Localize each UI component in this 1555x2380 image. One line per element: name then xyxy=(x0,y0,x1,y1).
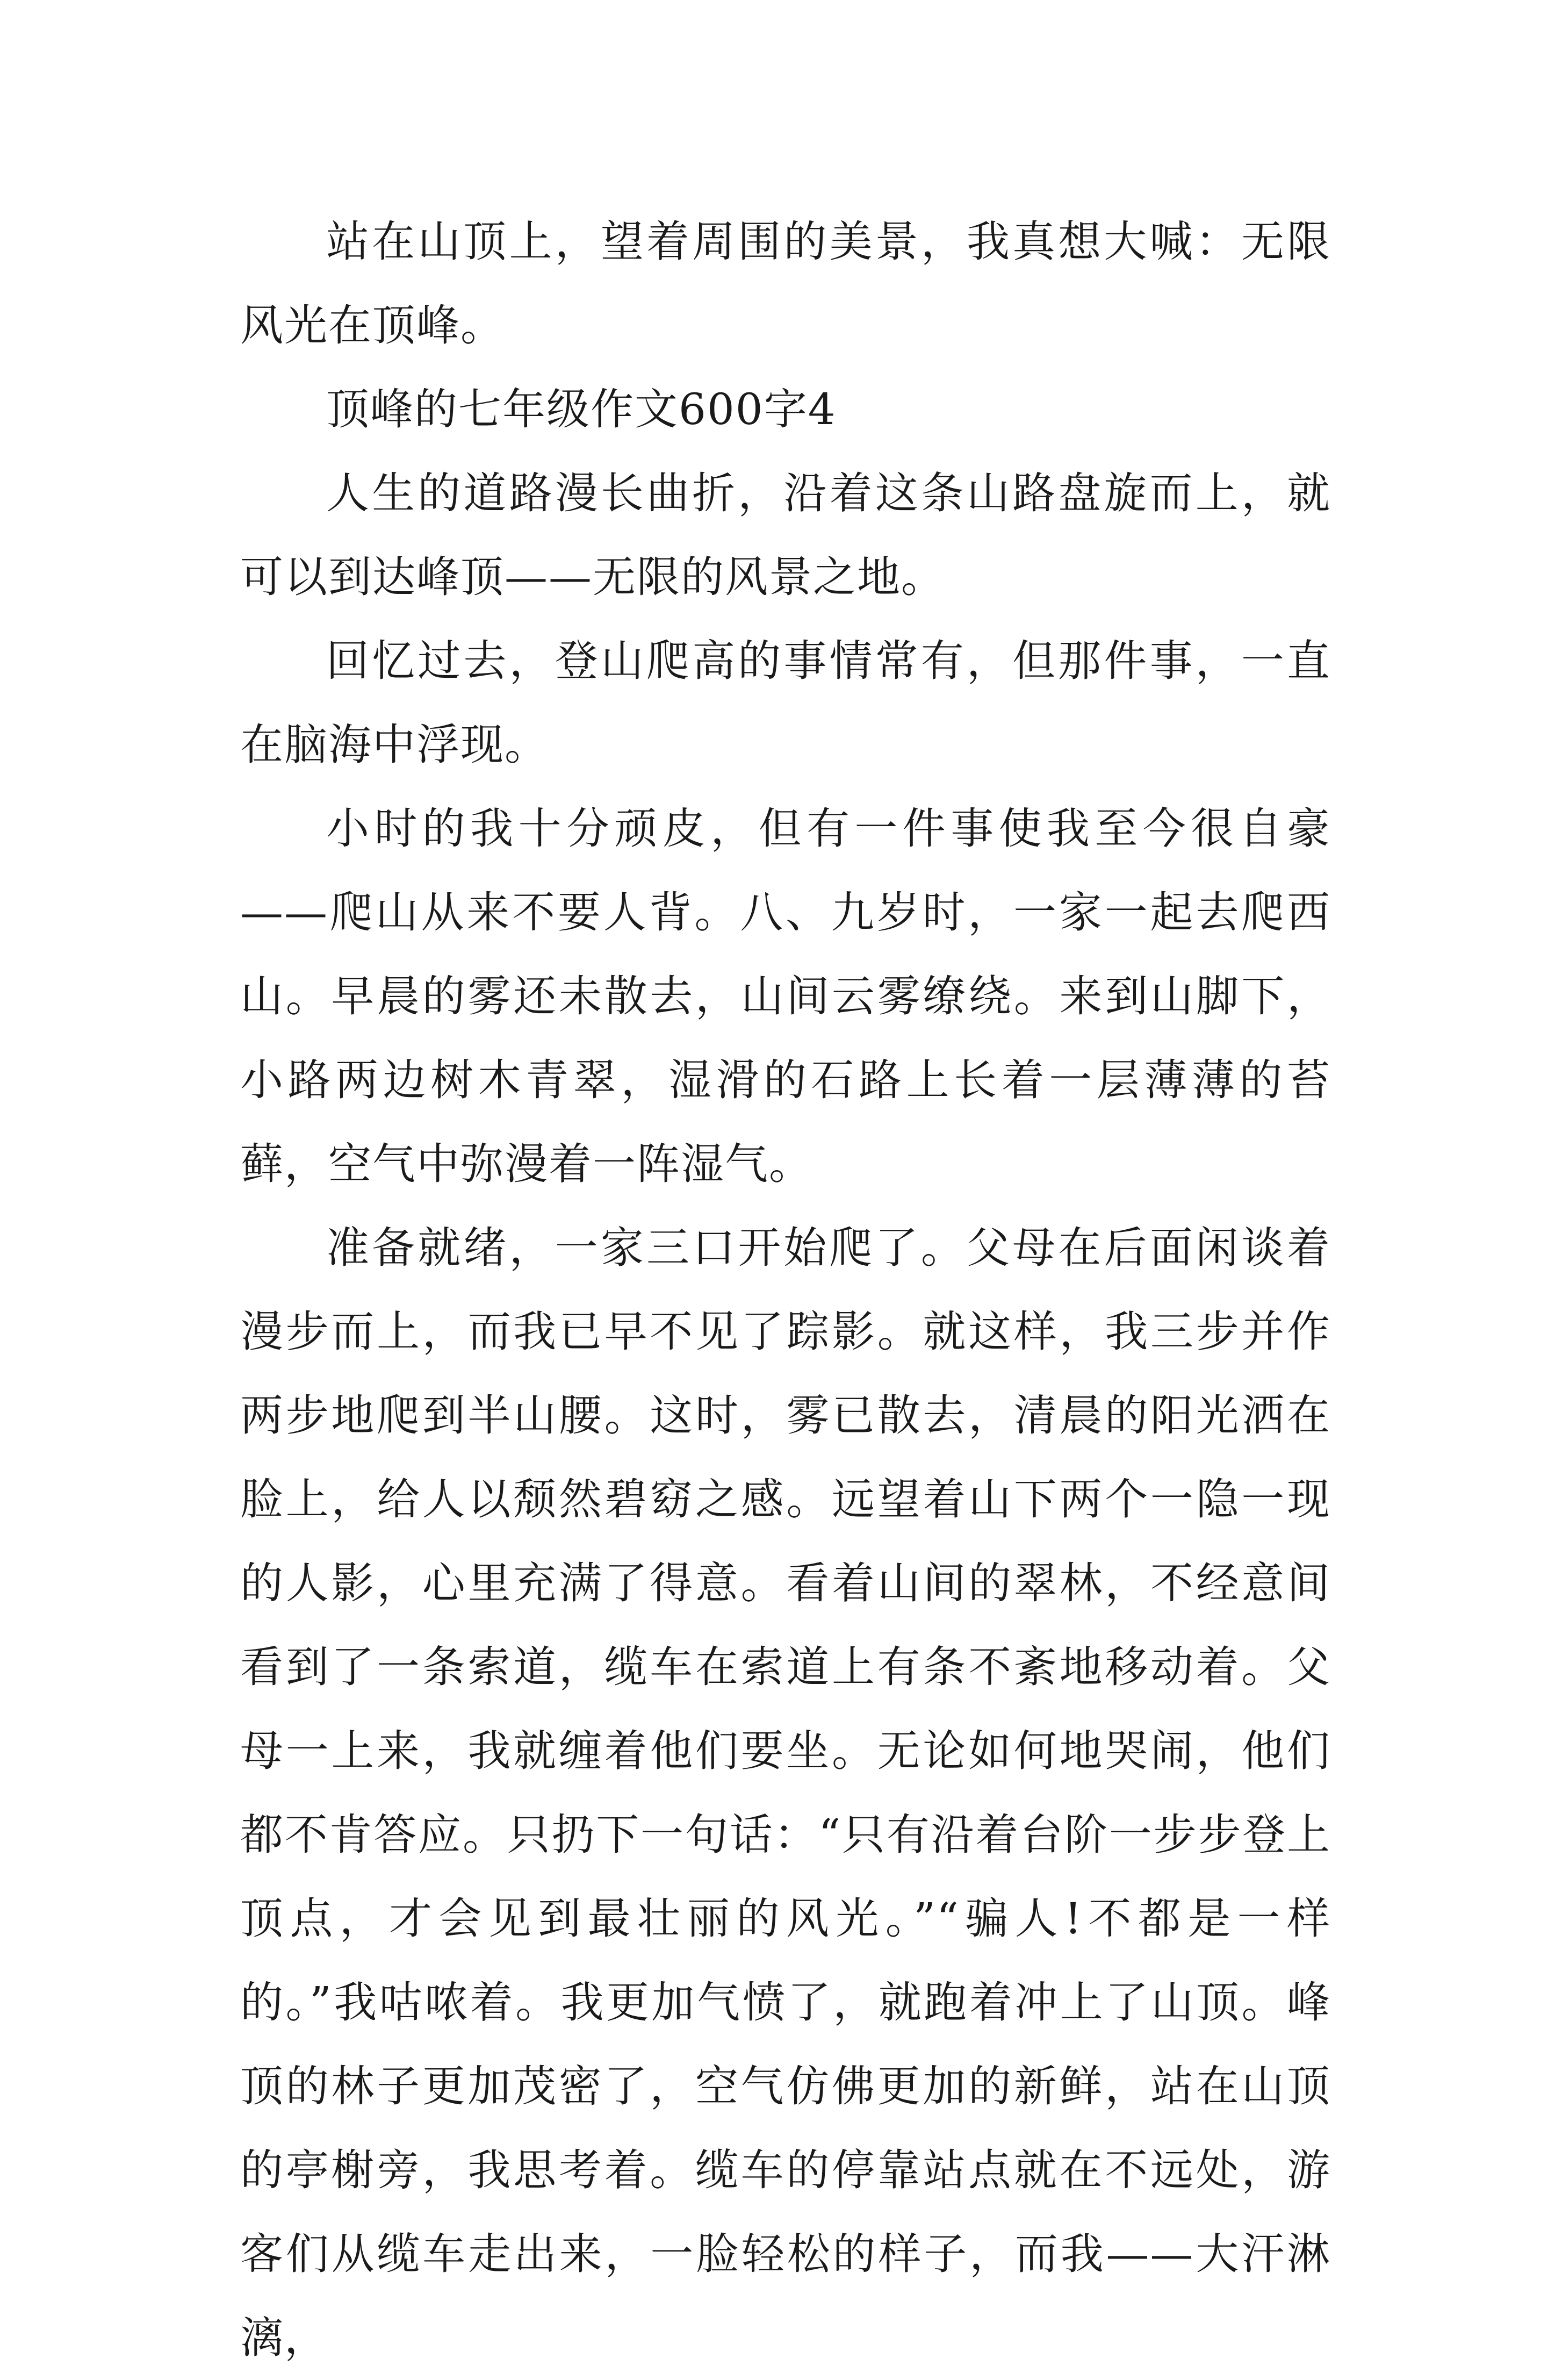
paragraph-5: 准备就绪，一家三口开始爬了。父母在后面闲谈着漫步而上，而我已早不见了踪影。就这样，我三步并作两步地爬到半山腰。这时，雾已散去，清晨的阳光洒在脸上，给人以颓然碧窈之感。远望着山下两个一隐一现的人影，心里充满了得意。看着山间的翠林，不经意间看到了一条索道，缆车在索道上有条不紊地移动着。父母一上来，我就缠着他们要坐。无论如何地哭闹，他们都不肯答应。只扔下一句话：“只有沿着台阶一步步登上顶点，才会见到最壮丽的风光。”“骗人!不都是一样的。”我咕哝着。我更加气愤了，就跑着冲上了山顶。峰顶的林子更加茂密了，空气仿佛更加的新鲜，站在山顶的亭榭旁，我思考着。缆车的停靠站点就在不远处，游客们从缆车走出来，一脸轻松的样子，而我——大汗淋漓， xyxy=(240,1223,1331,2363)
paragraph-3: 回忆过去，登山爬高的事情常有，但那件事，一直在脑海中浮现。 xyxy=(240,636,1331,770)
paragraph-1: 站在山顶上，望着周围的美景，我真想大喊：无限风光在顶峰。 xyxy=(240,217,1331,350)
essay-heading: 顶峰的七年级作文600字4 xyxy=(326,384,837,434)
paragraph-4: 小时的我十分顽皮，但有一件事使我至今很自豪——爬山从来不要人背。八、九岁时，一家一起去爬西山。早晨的雾还未散去，山间云雾缭绕。来到山脚下，小路两边树木青翠，湿滑的石路上长着一层薄薄的苔藓，空气中弥漫着一阵湿气。 xyxy=(240,804,1331,1189)
essay-body xyxy=(240,200,1331,2380)
paragraph-2: 人生的道路漫长曲折，沿着这条山路盘旋而上，就可以到达峰顶——无限的风景之地。 xyxy=(240,468,1331,602)
